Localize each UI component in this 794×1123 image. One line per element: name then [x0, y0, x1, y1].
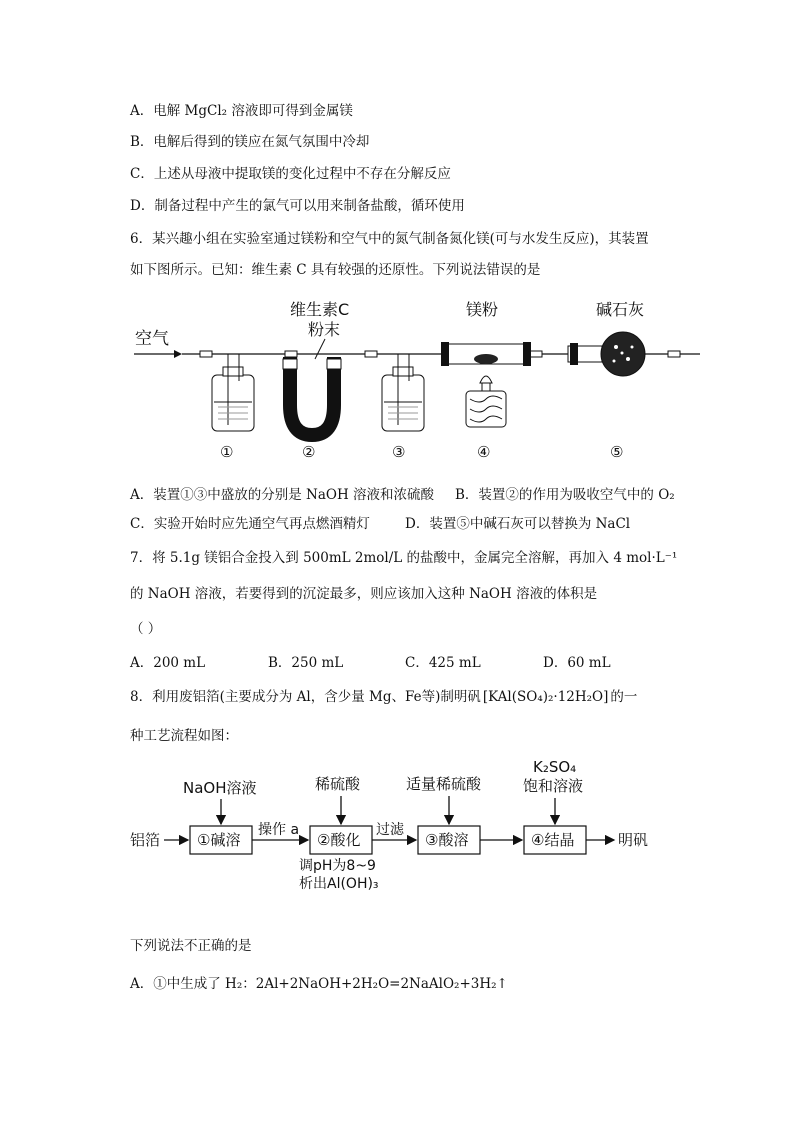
- connector: [200, 351, 212, 357]
- q7-stem-line1: 7．将 5.1g 镁铝合金投入到 500mL 2mol/L 的盐酸中，金属完全溶解，再加入 4 mol·L⁻¹: [130, 550, 678, 566]
- connector: [285, 351, 297, 357]
- q8-stem-tail: 的一: [610, 689, 638, 705]
- q6-apparatus-figure: [130, 295, 705, 470]
- note-precipitate: 析出Al(OH)₃: [299, 876, 379, 892]
- connector: [668, 351, 680, 357]
- label-5: ⑤: [610, 443, 624, 461]
- q7-option-a: A．200 mL: [130, 655, 206, 671]
- q5-option-a: A．电解 MgCl₂ 溶液即可得到金属镁: [130, 103, 353, 119]
- q6-stem-line1: 6．某兴趣小组在实验室通过镁粉和空气中的氮气制备氮化镁(可与水发生反应)，其装置: [130, 231, 649, 247]
- input-excess-h2so4: 适量稀硫酸: [406, 775, 482, 793]
- step-3-label: ③酸溶: [425, 831, 469, 849]
- input-dilute-h2so4: 稀硫酸: [315, 775, 361, 793]
- step-2-label: ②酸化: [317, 831, 361, 849]
- connector: [365, 351, 377, 357]
- alcohol-lamp: [466, 376, 506, 427]
- label-1: ①: [220, 443, 234, 461]
- answer-paren: （ ）: [130, 621, 162, 637]
- q8-option-a: A．①中生成了 H₂：2Al+2NaOH+2H₂O=2NaAlO₂+3H₂↑: [130, 976, 508, 992]
- start-aluminum-foil: 铝箔: [130, 831, 161, 849]
- mg-powder-label: 镁粉: [466, 300, 499, 319]
- q6-stem-line2: 如下图所示。已知：维生素 C 具有较强的还原性。下列说法错误的是: [130, 262, 541, 278]
- q7-option-d: D．60 mL: [543, 655, 611, 671]
- air-label: 空气: [135, 329, 169, 349]
- q7-option-b: B．250 mL: [268, 655, 344, 671]
- input-naoh: NaOH溶液: [183, 779, 257, 797]
- vitamin-c-label: 维生素C: [290, 300, 350, 319]
- note-adjust-ph: 调pH为8~9: [299, 858, 376, 874]
- wash-bottle-1: [212, 354, 254, 431]
- label-3: ③: [392, 443, 406, 461]
- q6-option-d: D．装置⑤中碱石灰可以替换为 NaCl: [405, 516, 631, 532]
- q7-option-c: C．425 mL: [405, 655, 481, 671]
- label-4: ④: [477, 443, 491, 461]
- q5-option-c: C．上述从母液中提取镁的变化过程中不存在分解反应: [130, 166, 451, 182]
- q8-stem-line2: 种工艺流程如图：: [130, 728, 238, 744]
- wash-bottle-3: [382, 354, 424, 431]
- connector: [530, 351, 542, 357]
- operation-a-label: 操作 a: [258, 822, 300, 838]
- drying-tube: [568, 332, 645, 376]
- q5-option-b: B．电解后得到的镁应在氮气氛围中冷却: [130, 134, 370, 150]
- step-4-label: ④结晶: [531, 831, 575, 849]
- q6-option-c: C．实验开始时应先通空气再点燃酒精灯: [130, 516, 370, 532]
- q6-option-a: A．装置①③中盛放的分别是 NaOH 溶液和浓硫酸: [130, 487, 435, 503]
- q6-option-b: B．装置②的作用为吸收空气中的 O₂: [455, 487, 675, 503]
- soda-lime-label: 碱石灰: [596, 300, 645, 319]
- q7-stem-line2: 的 NaOH 溶液，若要得到的沉淀最多，则应该加入这种 NaOH 溶液的体积是: [130, 586, 598, 602]
- input-saturated-solution: 饱和溶液: [523, 777, 584, 795]
- alum-formula: [KAl(SO₄)₂·12H₂O]: [482, 689, 609, 705]
- label-pointer: [315, 339, 325, 359]
- q5-option-d: D．制备过程中产生的氯气可以用来制备盐酸，循环使用: [130, 198, 465, 214]
- label-2: ②: [302, 443, 316, 461]
- air-arrow-head: [174, 350, 182, 358]
- filter-label: 过滤: [376, 822, 404, 838]
- end-alum: 明矾: [618, 831, 649, 849]
- q8-question: 下列说法不正确的是: [130, 938, 252, 954]
- q8-flow-diagram: [128, 758, 658, 898]
- combustion-tube: [441, 342, 531, 366]
- q8-stem-line1: [130, 688, 637, 706]
- q8-stem-text: 8．利用废铝箔(主要成分为 Al，含少量 Mg、Fe等)制明矾: [130, 689, 481, 705]
- step-1-label: ①碱溶: [197, 831, 241, 849]
- input-k2so4: K₂SO₄: [533, 758, 577, 776]
- powder-label: 粉末: [308, 320, 341, 339]
